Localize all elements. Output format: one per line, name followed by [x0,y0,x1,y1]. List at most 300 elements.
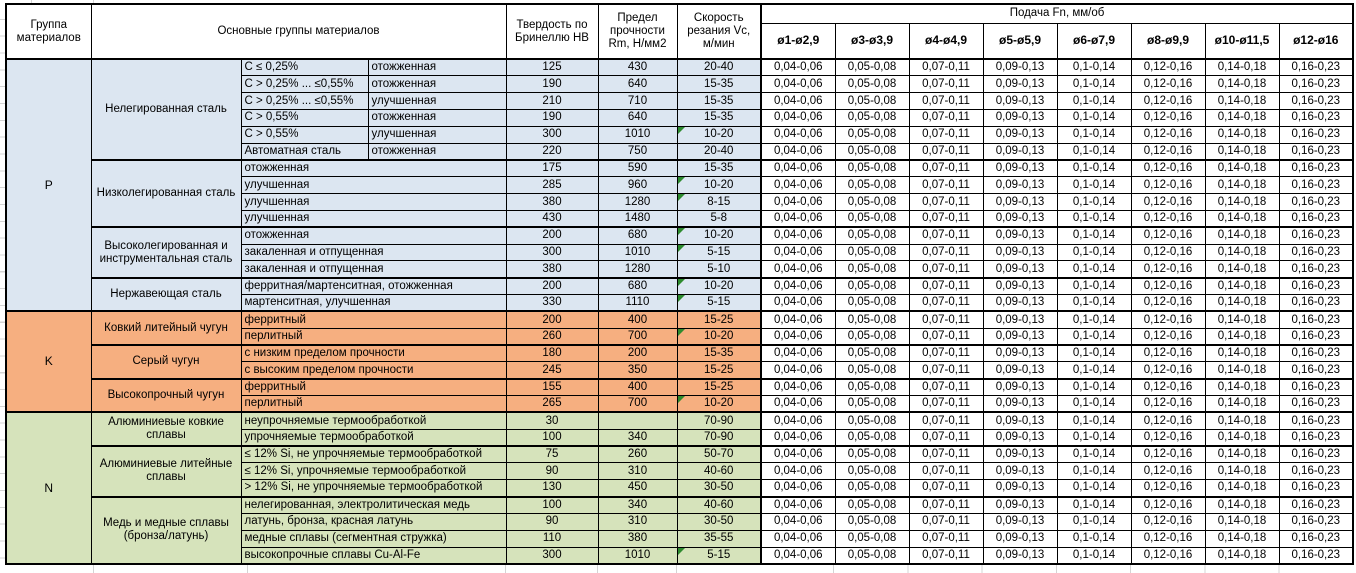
cell-feed[interactable]: 0,14-0,18 [1205,261,1279,278]
cell-speed-vc[interactable]: 5-15 [677,547,761,564]
cell-speed-vc[interactable]: 10-20 [677,227,761,244]
cell-feed[interactable]: 0,14-0,18 [1205,143,1279,160]
cell-hardness-hb[interactable]: 100 [506,429,598,446]
cell-strength-rm[interactable]: 1110 [598,295,677,312]
cell-speed-vc[interactable]: 10-20 [677,126,761,143]
cell-feed[interactable]: 0,1-0,14 [1057,463,1131,480]
cell-feed[interactable]: 0,14-0,18 [1205,311,1279,328]
cell-feed[interactable]: 0,05-0,08 [835,547,909,564]
cell-subgroup-state[interactable]: улучшенная [368,93,506,110]
header-feed-d7[interactable]: ø10-ø11,5 [1205,23,1279,59]
cell-material-group[interactable]: Нелегированная сталь [91,59,241,160]
cell-hardness-hb[interactable]: 300 [506,547,598,564]
cell-subgroup[interactable]: улучшенная [241,177,506,194]
cell-feed[interactable]: 0,05-0,08 [835,278,909,295]
cell-feed[interactable]: 0,05-0,08 [835,497,909,514]
cell-strength-rm[interactable]: 590 [598,160,677,177]
cell-subgroup[interactable]: ≤ 12% Si, упрочняемые термообработкой [241,463,506,480]
cell-feed[interactable]: 0,1-0,14 [1057,311,1131,328]
cell-speed-vc[interactable]: 15-35 [677,160,761,177]
cell-feed[interactable]: 0,05-0,08 [835,345,909,362]
cell-feed[interactable]: 0,04-0,06 [761,429,835,446]
cell-feed[interactable]: 0,1-0,14 [1057,227,1131,244]
cell-speed-vc[interactable]: 8-15 [677,194,761,211]
cell-feed[interactable]: 0,07-0,11 [909,76,983,93]
cell-hardness-hb[interactable]: 110 [506,530,598,547]
header-main-groups[interactable]: Основные группы материалов [91,4,506,59]
cell-subgroup[interactable]: латунь, бронза, красная латунь [241,513,506,530]
cell-feed[interactable]: 0,16-0,23 [1279,379,1353,396]
cell-feed[interactable]: 0,16-0,23 [1279,463,1353,480]
cell-feed[interactable]: 0,05-0,08 [835,480,909,497]
cell-feed[interactable]: 0,12-0,16 [1131,530,1205,547]
cell-feed[interactable]: 0,09-0,13 [983,126,1057,143]
cell-feed[interactable]: 0,05-0,08 [835,160,909,177]
cell-speed-vc[interactable]: 40-60 [677,497,761,514]
cell-speed-vc[interactable]: 15-35 [677,76,761,93]
cell-feed[interactable]: 0,09-0,13 [983,210,1057,227]
cell-feed[interactable]: 0,16-0,23 [1279,278,1353,295]
cell-hardness-hb[interactable]: 190 [506,109,598,126]
cell-feed[interactable]: 0,1-0,14 [1057,295,1131,312]
cell-feed[interactable]: 0,1-0,14 [1057,278,1131,295]
cell-strength-rm[interactable]: 350 [598,362,677,379]
cell-feed[interactable]: 0,04-0,06 [761,109,835,126]
cell-feed[interactable]: 0,07-0,11 [909,278,983,295]
cell-feed[interactable]: 0,09-0,13 [983,177,1057,194]
cell-hardness-hb[interactable]: 210 [506,93,598,110]
cell-subgroup[interactable]: C > 0,55% [241,109,368,126]
cell-feed[interactable]: 0,1-0,14 [1057,412,1131,429]
cell-feed[interactable]: 0,12-0,16 [1131,278,1205,295]
cell-feed[interactable]: 0,04-0,06 [761,463,835,480]
cell-feed[interactable]: 0,04-0,06 [761,177,835,194]
cell-hardness-hb[interactable]: 75 [506,446,598,463]
cell-feed[interactable]: 0,1-0,14 [1057,126,1131,143]
cell-subgroup[interactable]: закаленная и отпущенная [241,261,506,278]
cell-feed[interactable]: 0,04-0,06 [761,227,835,244]
cell-feed[interactable]: 0,07-0,11 [909,530,983,547]
cell-feed[interactable]: 0,12-0,16 [1131,328,1205,345]
cell-feed[interactable]: 0,07-0,11 [909,412,983,429]
cell-feed[interactable]: 0,05-0,08 [835,93,909,110]
cell-feed[interactable]: 0,09-0,13 [983,194,1057,211]
cell-feed[interactable]: 0,14-0,18 [1205,328,1279,345]
cell-feed[interactable]: 0,04-0,06 [761,278,835,295]
cell-feed[interactable]: 0,09-0,13 [983,261,1057,278]
cell-feed[interactable]: 0,09-0,13 [983,143,1057,160]
cell-feed[interactable]: 0,14-0,18 [1205,93,1279,110]
cell-feed[interactable]: 0,14-0,18 [1205,295,1279,312]
cell-feed[interactable]: 0,12-0,16 [1131,412,1205,429]
cell-feed[interactable]: 0,05-0,08 [835,429,909,446]
cell-speed-vc[interactable]: 10-20 [677,278,761,295]
cell-feed[interactable]: 0,09-0,13 [983,463,1057,480]
cell-feed[interactable]: 0,09-0,13 [983,446,1057,463]
cell-feed[interactable]: 0,16-0,23 [1279,160,1353,177]
cell-strength-rm[interactable]: 430 [598,59,677,76]
cell-subgroup-state[interactable]: отожженная [368,76,506,93]
header-feed-title[interactable]: Подача Fn, мм/об [761,4,1353,23]
cell-feed[interactable]: 0,12-0,16 [1131,194,1205,211]
cell-hardness-hb[interactable]: 330 [506,295,598,312]
cell-feed[interactable]: 0,12-0,16 [1131,295,1205,312]
cell-feed[interactable]: 0,14-0,18 [1205,109,1279,126]
cell-feed[interactable]: 0,05-0,08 [835,328,909,345]
cell-speed-vc[interactable]: 5-8 [677,210,761,227]
cell-feed[interactable]: 0,1-0,14 [1057,396,1131,413]
cell-hardness-hb[interactable]: 220 [506,143,598,160]
cell-feed[interactable]: 0,05-0,08 [835,177,909,194]
cell-feed[interactable]: 0,07-0,11 [909,143,983,160]
cell-feed[interactable]: 0,16-0,23 [1279,328,1353,345]
cell-hardness-hb[interactable]: 155 [506,379,598,396]
cell-subgroup[interactable]: медные сплавы (сегментная стружка) [241,530,506,547]
cell-feed[interactable]: 0,12-0,16 [1131,143,1205,160]
cell-feed[interactable]: 0,14-0,18 [1205,497,1279,514]
cell-feed[interactable]: 0,16-0,23 [1279,412,1353,429]
cell-feed[interactable]: 0,12-0,16 [1131,177,1205,194]
cell-feed[interactable]: 0,12-0,16 [1131,480,1205,497]
cell-feed[interactable]: 0,09-0,13 [983,547,1057,564]
cell-feed[interactable]: 0,09-0,13 [983,345,1057,362]
cell-feed[interactable]: 0,04-0,06 [761,345,835,362]
cell-feed[interactable]: 0,07-0,11 [909,177,983,194]
cell-strength-rm[interactable]: 1280 [598,194,677,211]
cell-section-letter[interactable]: N [6,412,91,563]
cell-feed[interactable]: 0,16-0,23 [1279,362,1353,379]
cell-subgroup-state[interactable]: отожженная [368,143,506,160]
cell-feed[interactable]: 0,09-0,13 [983,362,1057,379]
cell-feed[interactable]: 0,12-0,16 [1131,59,1205,76]
cell-feed[interactable]: 0,04-0,06 [761,210,835,227]
cell-feed[interactable]: 0,05-0,08 [835,412,909,429]
cell-feed[interactable]: 0,16-0,23 [1279,227,1353,244]
cell-feed[interactable]: 0,12-0,16 [1131,345,1205,362]
cell-feed[interactable]: 0,14-0,18 [1205,412,1279,429]
cell-feed[interactable]: 0,1-0,14 [1057,345,1131,362]
cell-subgroup[interactable]: мартенситная, улучшенная [241,295,506,312]
cell-subgroup[interactable]: отожженная [241,227,506,244]
cell-feed[interactable]: 0,16-0,23 [1279,530,1353,547]
cell-feed[interactable]: 0,07-0,11 [909,244,983,261]
cell-feed[interactable]: 0,05-0,08 [835,210,909,227]
cell-feed[interactable]: 0,1-0,14 [1057,177,1131,194]
cell-hardness-hb[interactable]: 90 [506,463,598,480]
cell-feed[interactable]: 0,04-0,06 [761,328,835,345]
cell-hardness-hb[interactable]: 245 [506,362,598,379]
cell-feed[interactable]: 0,04-0,06 [761,446,835,463]
cell-speed-vc[interactable]: 20-40 [677,143,761,160]
cell-feed[interactable]: 0,05-0,08 [835,513,909,530]
cell-feed[interactable]: 0,09-0,13 [983,76,1057,93]
cell-speed-vc[interactable]: 70-90 [677,429,761,446]
cell-feed[interactable]: 0,05-0,08 [835,126,909,143]
cell-feed[interactable]: 0,12-0,16 [1131,210,1205,227]
header-feed-d6[interactable]: ø8-ø9,9 [1131,23,1205,59]
cell-hardness-hb[interactable]: 130 [506,480,598,497]
cell-feed[interactable]: 0,04-0,06 [761,311,835,328]
cell-feed[interactable]: 0,16-0,23 [1279,497,1353,514]
cell-feed[interactable]: 0,07-0,11 [909,59,983,76]
cell-feed[interactable]: 0,1-0,14 [1057,513,1131,530]
cell-feed[interactable]: 0,12-0,16 [1131,76,1205,93]
cell-subgroup[interactable]: отожженная [241,160,506,177]
cell-speed-vc[interactable]: 10-20 [677,177,761,194]
cell-section-letter[interactable]: K [6,311,91,412]
cell-feed[interactable]: 0,07-0,11 [909,429,983,446]
cell-feed[interactable]: 0,04-0,06 [761,497,835,514]
cell-feed[interactable]: 0,07-0,11 [909,396,983,413]
cell-feed[interactable]: 0,04-0,06 [761,143,835,160]
cell-feed[interactable]: 0,07-0,11 [909,362,983,379]
cell-feed[interactable]: 0,14-0,18 [1205,446,1279,463]
cell-feed[interactable]: 0,1-0,14 [1057,379,1131,396]
cell-feed[interactable]: 0,16-0,23 [1279,194,1353,211]
cell-speed-vc[interactable]: 35-55 [677,530,761,547]
cell-feed[interactable]: 0,16-0,23 [1279,76,1353,93]
cell-hardness-hb[interactable]: 100 [506,497,598,514]
cell-hardness-hb[interactable]: 380 [506,194,598,211]
cell-feed[interactable]: 0,05-0,08 [835,261,909,278]
cell-feed[interactable]: 0,1-0,14 [1057,362,1131,379]
cell-feed[interactable]: 0,07-0,11 [909,463,983,480]
cell-strength-rm[interactable]: 340 [598,497,677,514]
cell-feed[interactable]: 0,14-0,18 [1205,480,1279,497]
cell-feed[interactable]: 0,12-0,16 [1131,261,1205,278]
cell-strength-rm[interactable]: 750 [598,143,677,160]
cell-strength-rm[interactable] [598,412,677,429]
cell-feed[interactable]: 0,1-0,14 [1057,76,1131,93]
cell-feed[interactable]: 0,14-0,18 [1205,429,1279,446]
cell-feed[interactable]: 0,12-0,16 [1131,513,1205,530]
cell-feed[interactable]: 0,04-0,06 [761,412,835,429]
cell-feed[interactable]: 0,09-0,13 [983,160,1057,177]
cell-subgroup[interactable]: улучшенная [241,210,506,227]
cell-feed[interactable]: 0,09-0,13 [983,295,1057,312]
cell-hardness-hb[interactable]: 125 [506,59,598,76]
cell-feed[interactable]: 0,04-0,06 [761,396,835,413]
cell-hardness-hb[interactable]: 300 [506,244,598,261]
cell-feed[interactable]: 0,09-0,13 [983,480,1057,497]
cell-feed[interactable]: 0,07-0,11 [909,109,983,126]
cell-speed-vc[interactable]: 15-35 [677,109,761,126]
cell-material-group[interactable]: Алюминиевые ковкие сплавы [91,412,241,446]
cell-feed[interactable]: 0,12-0,16 [1131,547,1205,564]
cell-speed-vc[interactable]: 15-35 [677,345,761,362]
cell-feed[interactable]: 0,07-0,11 [909,328,983,345]
cell-strength-rm[interactable]: 640 [598,76,677,93]
cell-hardness-hb[interactable]: 30 [506,412,598,429]
cell-feed[interactable]: 0,16-0,23 [1279,109,1353,126]
cell-feed[interactable]: 0,16-0,23 [1279,295,1353,312]
cell-feed[interactable]: 0,09-0,13 [983,278,1057,295]
cell-feed[interactable]: 0,16-0,23 [1279,345,1353,362]
cell-hardness-hb[interactable]: 430 [506,210,598,227]
cell-feed[interactable]: 0,14-0,18 [1205,513,1279,530]
cell-hardness-hb[interactable]: 180 [506,345,598,362]
cell-feed[interactable]: 0,14-0,18 [1205,362,1279,379]
cell-subgroup[interactable]: ферритная/мартенситная, отожженная [241,278,506,295]
cell-hardness-hb[interactable]: 200 [506,311,598,328]
cell-feed[interactable]: 0,07-0,11 [909,480,983,497]
cell-feed[interactable]: 0,05-0,08 [835,227,909,244]
cell-feed[interactable]: 0,14-0,18 [1205,463,1279,480]
cell-feed[interactable]: 0,07-0,11 [909,261,983,278]
cell-feed[interactable]: 0,16-0,23 [1279,93,1353,110]
cell-feed[interactable]: 0,07-0,11 [909,379,983,396]
cell-feed[interactable]: 0,09-0,13 [983,109,1057,126]
cell-feed[interactable]: 0,16-0,23 [1279,480,1353,497]
cell-speed-vc[interactable]: 5-15 [677,244,761,261]
cell-feed[interactable]: 0,12-0,16 [1131,429,1205,446]
cell-strength-rm[interactable]: 1010 [598,547,677,564]
cell-feed[interactable]: 0,05-0,08 [835,396,909,413]
cell-hardness-hb[interactable]: 200 [506,227,598,244]
cell-feed[interactable]: 0,16-0,23 [1279,513,1353,530]
cell-feed[interactable]: 0,12-0,16 [1131,362,1205,379]
cell-subgroup[interactable]: ферритный [241,311,506,328]
cell-speed-vc[interactable]: 20-40 [677,59,761,76]
cell-speed-vc[interactable]: 15-35 [677,93,761,110]
cell-feed[interactable]: 0,14-0,18 [1205,396,1279,413]
cell-feed[interactable]: 0,07-0,11 [909,497,983,514]
cell-feed[interactable]: 0,07-0,11 [909,93,983,110]
header-material-group[interactable]: Группа материалов [6,4,91,59]
cell-feed[interactable]: 0,05-0,08 [835,109,909,126]
cell-section-letter[interactable]: P [6,59,91,311]
cell-material-group[interactable]: Медь и медные сплавы (бронза/латунь) [91,497,241,564]
cell-feed[interactable]: 0,05-0,08 [835,362,909,379]
header-speed-vc[interactable]: Скорость резания Vc, м/мин [677,4,761,59]
cell-feed[interactable]: 0,04-0,06 [761,530,835,547]
cell-feed[interactable]: 0,07-0,11 [909,345,983,362]
cell-speed-vc[interactable]: 70-90 [677,412,761,429]
cell-feed[interactable]: 0,04-0,06 [761,59,835,76]
cell-feed[interactable]: 0,04-0,06 [761,547,835,564]
cell-feed[interactable]: 0,14-0,18 [1205,278,1279,295]
cell-speed-vc[interactable]: 15-25 [677,311,761,328]
header-feed-d5[interactable]: ø6-ø7,9 [1057,23,1131,59]
cell-subgroup[interactable]: C > 0,25% ... ≤0,55% [241,93,368,110]
cell-feed[interactable]: 0,1-0,14 [1057,143,1131,160]
cell-feed[interactable]: 0,1-0,14 [1057,244,1131,261]
cell-subgroup[interactable]: неупрочняемые термообработкой [241,412,506,429]
cell-feed[interactable]: 0,14-0,18 [1205,547,1279,564]
cell-feed[interactable]: 0,1-0,14 [1057,261,1131,278]
cell-feed[interactable]: 0,16-0,23 [1279,59,1353,76]
cell-subgroup[interactable]: C > 0,55% [241,126,368,143]
cell-feed[interactable]: 0,12-0,16 [1131,109,1205,126]
cell-feed[interactable]: 0,16-0,23 [1279,177,1353,194]
cell-feed[interactable]: 0,07-0,11 [909,227,983,244]
cell-feed[interactable]: 0,1-0,14 [1057,210,1131,227]
cell-subgroup-state[interactable]: отожженная [368,109,506,126]
cell-hardness-hb[interactable]: 380 [506,261,598,278]
cell-feed[interactable]: 0,14-0,18 [1205,244,1279,261]
cell-feed[interactable]: 0,1-0,14 [1057,160,1131,177]
cell-feed[interactable]: 0,04-0,06 [761,261,835,278]
cell-feed[interactable]: 0,09-0,13 [983,429,1057,446]
cell-feed[interactable]: 0,07-0,11 [909,295,983,312]
cell-feed[interactable]: 0,16-0,23 [1279,244,1353,261]
cell-feed[interactable]: 0,16-0,23 [1279,261,1353,278]
cell-feed[interactable]: 0,12-0,16 [1131,396,1205,413]
cell-feed[interactable]: 0,05-0,08 [835,379,909,396]
cell-feed[interactable]: 0,14-0,18 [1205,177,1279,194]
cell-feed[interactable]: 0,1-0,14 [1057,328,1131,345]
cell-feed[interactable]: 0,09-0,13 [983,244,1057,261]
cell-subgroup-state[interactable]: улучшенная [368,126,506,143]
cell-feed[interactable]: 0,12-0,16 [1131,126,1205,143]
cell-feed[interactable]: 0,09-0,13 [983,311,1057,328]
cell-feed[interactable]: 0,14-0,18 [1205,345,1279,362]
cell-feed[interactable]: 0,05-0,08 [835,463,909,480]
cell-feed[interactable]: 0,05-0,08 [835,311,909,328]
header-strength-rm[interactable]: Предел прочности Rm, Н/мм2 [598,4,677,59]
cell-strength-rm[interactable]: 400 [598,311,677,328]
cell-strength-rm[interactable]: 450 [598,480,677,497]
cell-feed[interactable]: 0,1-0,14 [1057,93,1131,110]
cell-hardness-hb[interactable]: 265 [506,396,598,413]
cell-feed[interactable]: 0,05-0,08 [835,59,909,76]
cell-strength-rm[interactable]: 200 [598,345,677,362]
cell-feed[interactable]: 0,14-0,18 [1205,76,1279,93]
cell-feed[interactable]: 0,04-0,06 [761,244,835,261]
cell-speed-vc[interactable]: 15-25 [677,379,761,396]
cell-feed[interactable]: 0,04-0,06 [761,513,835,530]
cell-feed[interactable]: 0,05-0,08 [835,194,909,211]
header-feed-d2[interactable]: ø3-ø3,9 [835,23,909,59]
cell-feed[interactable]: 0,16-0,23 [1279,143,1353,160]
cell-strength-rm[interactable]: 400 [598,379,677,396]
cell-speed-vc[interactable]: 40-60 [677,463,761,480]
cell-feed[interactable]: 0,05-0,08 [835,530,909,547]
cell-hardness-hb[interactable]: 300 [506,126,598,143]
cell-feed[interactable]: 0,12-0,16 [1131,160,1205,177]
cell-speed-vc[interactable]: 5-10 [677,261,761,278]
cell-material-group[interactable]: Серый чугун [91,345,241,379]
cell-feed[interactable]: 0,04-0,06 [761,194,835,211]
cell-strength-rm[interactable]: 310 [598,513,677,530]
cell-speed-vc[interactable]: 5-15 [677,295,761,312]
cell-feed[interactable]: 0,05-0,08 [835,76,909,93]
cell-feed[interactable]: 0,09-0,13 [983,530,1057,547]
cell-subgroup[interactable]: закаленная и отпущенная [241,244,506,261]
cell-subgroup[interactable]: упрочняемые термообработкой [241,429,506,446]
cell-feed[interactable]: 0,12-0,16 [1131,379,1205,396]
cell-subgroup[interactable]: ≤ 12% Si, не упрочняемые термообработкой [241,446,506,463]
cell-feed[interactable]: 0,14-0,18 [1205,194,1279,211]
cell-feed[interactable]: 0,1-0,14 [1057,109,1131,126]
cell-subgroup[interactable]: с низким пределом прочности [241,345,506,362]
cell-speed-vc[interactable]: 10-20 [677,328,761,345]
cell-subgroup-state[interactable]: отожженная [368,59,506,76]
cell-feed[interactable]: 0,1-0,14 [1057,429,1131,446]
cell-feed[interactable]: 0,07-0,11 [909,311,983,328]
cell-feed[interactable]: 0,12-0,16 [1131,227,1205,244]
cell-speed-vc[interactable]: 15-25 [677,362,761,379]
cell-feed[interactable]: 0,12-0,16 [1131,93,1205,110]
cell-subgroup[interactable]: C > 0,25% ... ≤0,55% [241,76,368,93]
cell-subgroup[interactable]: перлитный [241,396,506,413]
cell-feed[interactable]: 0,16-0,23 [1279,446,1353,463]
cell-feed[interactable]: 0,12-0,16 [1131,244,1205,261]
cell-feed[interactable]: 0,04-0,06 [761,126,835,143]
cell-strength-rm[interactable]: 680 [598,227,677,244]
cell-feed[interactable]: 0,16-0,23 [1279,547,1353,564]
cell-feed[interactable]: 0,05-0,08 [835,295,909,312]
